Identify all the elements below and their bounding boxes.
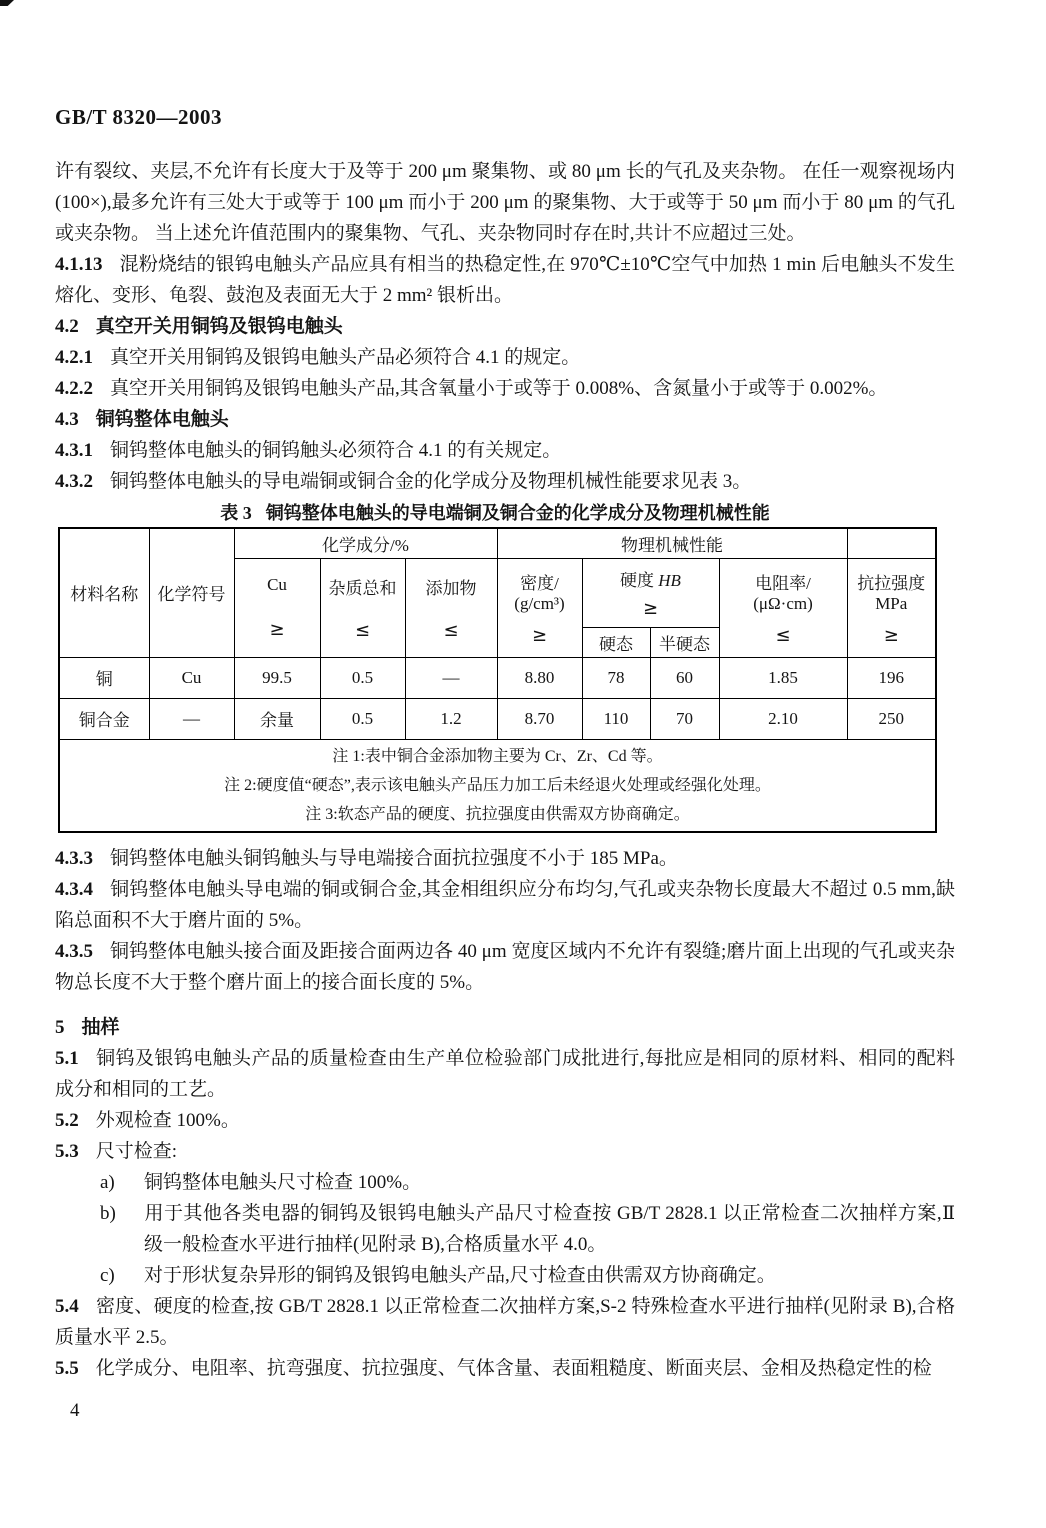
clause-5-4 <box>55 1291 955 1353</box>
header-resistivity <box>719 558 847 657</box>
hardness-hb: HB <box>658 570 681 590</box>
table-notes <box>59 739 936 832</box>
gte-symbol: ≥ <box>642 598 659 620</box>
clause-number: 5.3 <box>55 1141 79 1162</box>
header-additive-label: 添加物 <box>425 578 477 598</box>
resistivity-line2: (μΩ·cm) <box>753 593 813 613</box>
clause-text: 真空开关用铜钨及银钨电触头产品,其含氧量小于或等于 0.008%、含氮量小于或等于 0.002%。 <box>110 378 888 399</box>
cell-material: 铜合金 <box>59 698 149 739</box>
lte-symbol: ≤ <box>443 620 459 642</box>
section-title: 抽样 <box>81 1017 120 1038</box>
header-group-physical-mechanical: 物理机械性能 <box>497 528 847 558</box>
cell-semi-hard: 60 <box>650 657 719 698</box>
section-heading-5 <box>55 1012 955 1043</box>
scan-artifact <box>0 0 14 6</box>
header-density-label <box>514 569 564 614</box>
resistivity-line1: 电阻率/ <box>755 573 811 593</box>
table-caption-label: 表 3 <box>220 503 252 523</box>
section-number: 4.2 <box>55 316 79 337</box>
cell-hard: 78 <box>582 657 650 698</box>
clause-4-1-13 <box>55 249 955 311</box>
hardness-cn: 硬度 <box>620 570 655 590</box>
cell-cu: 余量 <box>234 698 320 739</box>
clause-4-3-3 <box>55 843 955 874</box>
cell-impurity: 0.5 <box>320 698 405 739</box>
clause-text: 铜钨及银钨电触头产品的质量检查由生产单位检验部门成批进行,每批应是相同的原材料、相同的配料成分和相同的工艺。 <box>55 1048 955 1100</box>
cell-density: 8.80 <box>497 657 582 698</box>
header-impurity-label: 杂质总和 <box>328 578 397 598</box>
header-cu-label: Cu <box>267 575 287 594</box>
table-caption-text: 铜钨整体电触头的导电端铜及铜合金的化学成分及物理机械性能 <box>265 503 770 523</box>
list-item-b <box>100 1198 955 1260</box>
clause-number: 5.2 <box>55 1110 79 1131</box>
header-tensile-strength <box>847 558 936 657</box>
cell-tensile: 196 <box>847 657 936 698</box>
clause-number: 4.1.13 <box>55 254 103 275</box>
clause-number: 4.3.2 <box>55 471 93 492</box>
cell-resistivity: 1.85 <box>719 657 847 698</box>
cell-tensile: 250 <box>847 698 936 739</box>
table-note-3: 注 3:软态产品的硬度、抗拉强度由供需双方协商确定。 <box>305 805 690 823</box>
header-group-chemical-composition: 化学成分/% <box>234 528 497 558</box>
gte-symbol: ≥ <box>269 619 285 640</box>
section-heading-4-2 <box>55 311 955 342</box>
list-item-a <box>100 1167 955 1198</box>
clause-number: 4.3.4 <box>55 879 93 900</box>
clause-number: 5.1 <box>55 1048 79 1069</box>
section-heading-4-3 <box>55 404 955 435</box>
clause-number: 4.2.2 <box>55 378 93 399</box>
header-cu <box>234 558 320 657</box>
clause-5-2 <box>55 1105 955 1136</box>
clause-text: 真空开关用铜钨及银钨电触头产品必须符合 4.1 的规定。 <box>110 347 581 368</box>
table-3-caption <box>55 499 935 527</box>
clause-text: 密度、硬度的检查,按 GB/T 2828.1 以正常检查二次抽样方案,S-2 特殊检查水平进行抽样(见附录 B),合格质量水平 2.5。 <box>55 1296 955 1348</box>
clause-text: 铜钨整体电触头的导电端铜或铜合金的化学成分及物理机械性能要求见表 3。 <box>110 471 752 492</box>
section-title: 真空开关用铜钨及银钨电触头 <box>95 316 343 337</box>
clause-4-2-2 <box>55 373 955 404</box>
list-text: 用于其他各类电器的铜钨及银钨电触头产品尺寸检查按 GB/T 2828.1 以正常检查二次抽样方案,Ⅱ级一般检查水平进行抽样(见附录 B),合格质量水平 4.0。 <box>144 1203 955 1255</box>
clause-text: 外观检查 100%。 <box>95 1110 240 1131</box>
header-semi-hard-state: 半硬态 <box>650 627 719 657</box>
cell-symbol: — <box>149 698 234 739</box>
document-page <box>55 104 955 1426</box>
clause-text: 混粉烧结的银钨电触头产品应具有相当的热稳定性,在 970℃±10℃空气中加热 1 min 后电触头不发生熔化、变形、龟裂、鼓泡及表面无大于 2 mm² 银析出。 <box>55 254 955 306</box>
tensile-line1: 抗拉强度 <box>857 573 926 593</box>
cell-symbol: Cu <box>149 657 234 698</box>
clause-text: 铜钨整体电触头的铜钨触头必须符合 4.1 的有关规定。 <box>110 440 562 461</box>
cell-cu: 99.5 <box>234 657 320 698</box>
header-material-name: 材料名称 <box>59 528 149 657</box>
list-item-c <box>100 1260 955 1291</box>
list-text: 对于形状复杂异形的铜钨及银钨电触头产品,尺寸检查由供需双方协商确定。 <box>144 1265 776 1286</box>
tensile-line2: MPa <box>875 593 908 613</box>
list-label: b) <box>100 1203 116 1224</box>
section-title: 铜钨整体电触头 <box>95 409 229 430</box>
table-row-copper-alloy <box>59 698 936 739</box>
clause-number: 4.3.1 <box>55 440 93 461</box>
standard-code: GB/T 8320—2003 <box>55 105 223 129</box>
header-additive <box>405 558 497 657</box>
density-line1: 密度/ <box>520 573 559 593</box>
clause-number: 5.5 <box>55 1358 79 1379</box>
lte-symbol: ≤ <box>775 625 791 647</box>
header-hardness-hb <box>582 558 719 627</box>
cell-hard: 110 <box>582 698 650 739</box>
lte-symbol: ≤ <box>354 620 371 642</box>
clause-4-3-4 <box>55 874 955 936</box>
clause-4-3-1 <box>55 435 955 466</box>
gte-symbol: ≥ <box>531 625 548 647</box>
cell-additive: 1.2 <box>405 698 497 739</box>
clause-text: 铜钨整体电触头导电端的铜或铜合金,其金相组织应分布均匀,气孔或夹杂物长度最大不超过 0.5 mm,缺陷总面积不大于磨片面的 5%。 <box>55 879 955 931</box>
gte-symbol: ≥ <box>883 625 899 647</box>
clause-number: 4.3.3 <box>55 848 93 869</box>
header-impurity-total <box>320 558 405 657</box>
clause-4-2-1 <box>55 342 955 373</box>
clause-text: 尺寸检查: <box>95 1141 178 1162</box>
clause-5-1 <box>55 1043 955 1105</box>
clause-number: 4.3.5 <box>55 941 93 962</box>
header-hard-state: 硬态 <box>582 627 650 657</box>
table-note-1: 注 1:表中铜合金添加物主要为 Cr、Zr、Cd 等。 <box>332 747 663 765</box>
cell-material: 铜 <box>59 657 149 698</box>
header-resistivity-label <box>753 569 813 614</box>
section-number: 5 <box>55 1017 65 1038</box>
clause-number: 4.2.1 <box>55 347 93 368</box>
section-number: 4.3 <box>55 409 79 430</box>
clause-5-3 <box>55 1136 955 1167</box>
list-label: a) <box>100 1172 115 1193</box>
cell-additive: — <box>405 657 497 698</box>
clause-text: 铜钨整体电触头接合面及距接合面两边各 40 μm 宽度区域内不允许有裂缝;磨片面上出现的气孔或夹杂物总长度不大于整个磨片面上的接合面长度的 5%。 <box>55 941 955 993</box>
clause-4-3-5 <box>55 936 955 998</box>
header-density <box>497 558 582 657</box>
density-line2: (g/cm³) <box>514 593 565 613</box>
header-tensile-label <box>857 569 925 614</box>
clause-5-5 <box>55 1353 955 1384</box>
table-row-copper <box>59 657 936 698</box>
clause-text: 铜钨整体电触头铜钨触头与导电端接合面抗拉强度不小于 185 MPa。 <box>110 848 678 869</box>
table-note-2: 注 2:硬度值“硬态”,表示该电触头产品压力加工后未经退火处理或经强化处理。 <box>224 776 771 794</box>
clause-4-3-2 <box>55 466 955 497</box>
cell-resistivity: 2.10 <box>719 698 847 739</box>
header-chemical-symbol: 化学符号 <box>149 528 234 657</box>
cell-semi-hard: 70 <box>650 698 719 739</box>
page-number: 4 <box>70 1400 80 1421</box>
header-hardness-label <box>620 566 681 591</box>
paragraph-intro-continuation: 许有裂纹、夹层,不允许有长度大于及等于 200 μm 聚集物、或 80 μm 长的气孔及夹杂物。 在任一观察视场内(100×),最多允许有三处大于或等于 100 μm 而小于 200 μm 的聚集物、大于或等于 50 μm 而小于 80 μm 的气孔或夹杂物。 当上述允许值范围内的聚集物、气孔、夹杂物同时存在时,共计不应超过三处。 <box>55 161 955 244</box>
cell-impurity: 0.5 <box>320 657 405 698</box>
cell-density: 8.70 <box>497 698 582 739</box>
clause-number: 5.4 <box>55 1296 79 1317</box>
list-label: c) <box>100 1265 115 1286</box>
clause-text: 化学成分、电阻率、抗弯强度、抗拉强度、气体含量、表面粗糙度、断面夹层、金相及热稳定性的检 <box>95 1358 932 1379</box>
table-3 <box>58 527 937 833</box>
list-text: 铜钨整体电触头尺寸检查 100%。 <box>144 1172 422 1193</box>
